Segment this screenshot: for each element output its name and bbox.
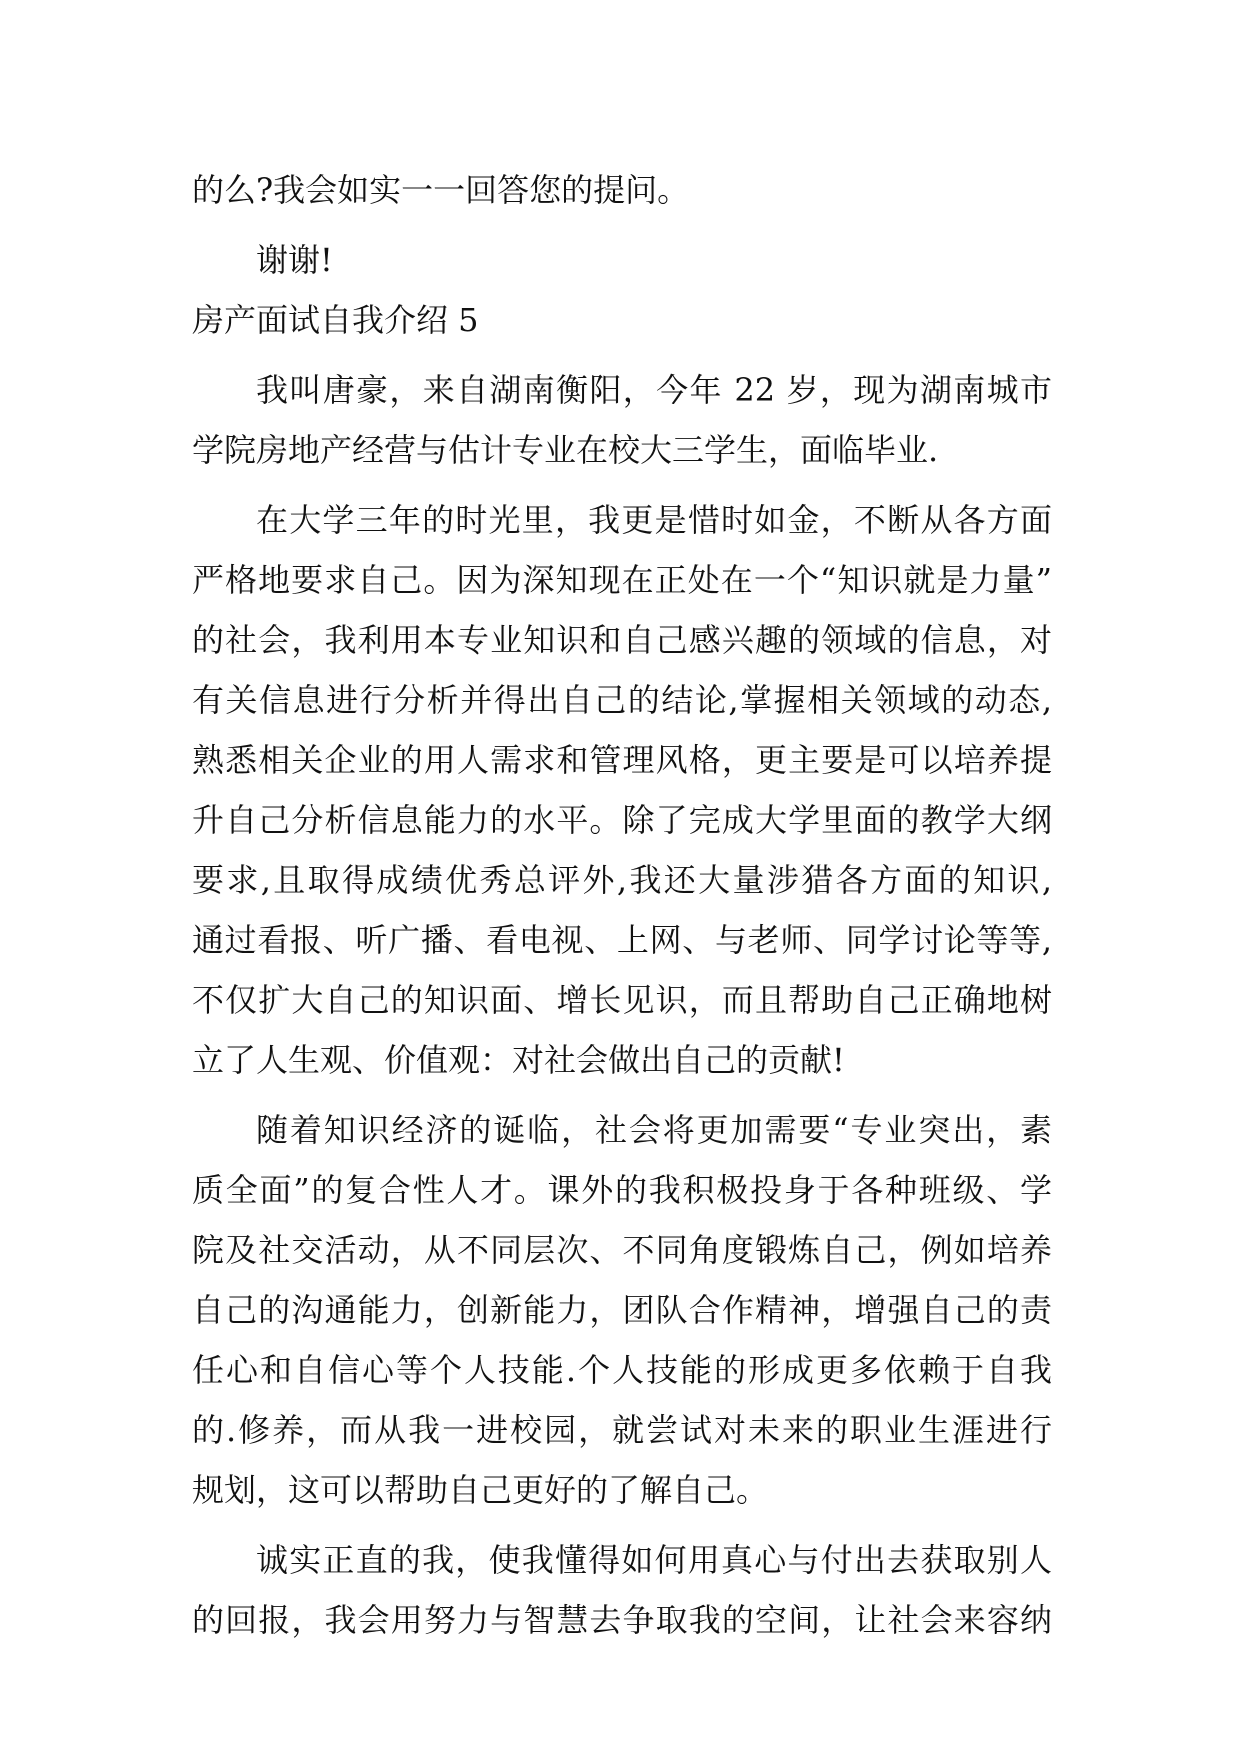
text-line: 的回报，我会用努力与智慧去争取我的空间，让社会来容纳 bbox=[192, 1601, 1052, 1639]
text-line: 要求,且取得成绩优秀总评外,我还大量涉猎各方面的知识, bbox=[192, 861, 1052, 899]
text-line: 任心和自信心等个人技能.个人技能的形成更多依赖于自我 bbox=[192, 1351, 1052, 1389]
text-line: 院及社交活动，从不同层次、不同角度锻炼自己，例如培养 bbox=[192, 1231, 1052, 1269]
text-line: 的社会，我利用本专业知识和自己感兴趣的领域的信息，对 bbox=[192, 621, 1052, 659]
text-line: 的么?我会如实一一回答您的提问。 bbox=[192, 171, 690, 209]
text-line: 的.修养，而从我一进校园，就尝试对未来的职业生涯进行 bbox=[192, 1411, 1052, 1449]
text-line: 不仅扩大自己的知识面、增长见识，而且帮助自己正确地树 bbox=[192, 981, 1052, 1019]
section-heading: 房产面试自我介绍 5 bbox=[192, 301, 479, 339]
text-line: 在大学三年的时光里，我更是惜时如金，不断从各方面 bbox=[256, 501, 1052, 539]
text-line: 升自己分析信息能力的水平。除了完成大学里面的教学大纲 bbox=[192, 801, 1052, 839]
text-line: 立了人生观、价值观：对社会做出自己的贡献! bbox=[192, 1041, 845, 1079]
text-line: 有关信息进行分析并得出自己的结论,掌握相关领域的动态, bbox=[192, 681, 1052, 719]
paragraph-4 bbox=[192, 1530, 1052, 1650]
text-line: 熟悉相关企业的用人需求和管理风格，更主要是可以培养提 bbox=[192, 741, 1052, 779]
text-line: 通过看报、听广播、看电视、上网、与老师、同学讨论等等, bbox=[192, 921, 1052, 959]
paragraph-3 bbox=[192, 1100, 1052, 1520]
text-line: 我叫唐豪，来自湖南衡阳，今年 22 岁，现为湖南城市 bbox=[256, 371, 1052, 409]
document-body bbox=[192, 160, 1052, 1650]
text-line: 随着知识经济的诞临，社会将更加需要“专业突出，素 bbox=[256, 1111, 1052, 1149]
text-line: 严格地要求自己。因为深知现在正处在一个“知识就是力量” bbox=[192, 561, 1052, 599]
text-line: 规划，这可以帮助自己更好的了解自己。 bbox=[192, 1471, 769, 1509]
paragraph-2 bbox=[192, 490, 1052, 1090]
text-line: 自己的沟通能力，创新能力，团队合作精神，增强自己的责 bbox=[192, 1291, 1052, 1329]
text-line: 质全面”的复合性人才。课外的我积极投身于各种班级、学 bbox=[192, 1171, 1052, 1209]
closing-thanks: 谢谢! bbox=[256, 241, 333, 279]
text-line: 诚实正直的我，使我懂得如何用真心与付出去获取别人 bbox=[256, 1541, 1052, 1579]
text-line: 学院房地产经营与估计专业在校大三学生，面临毕业. bbox=[192, 431, 939, 469]
paragraph-1 bbox=[192, 360, 1052, 480]
